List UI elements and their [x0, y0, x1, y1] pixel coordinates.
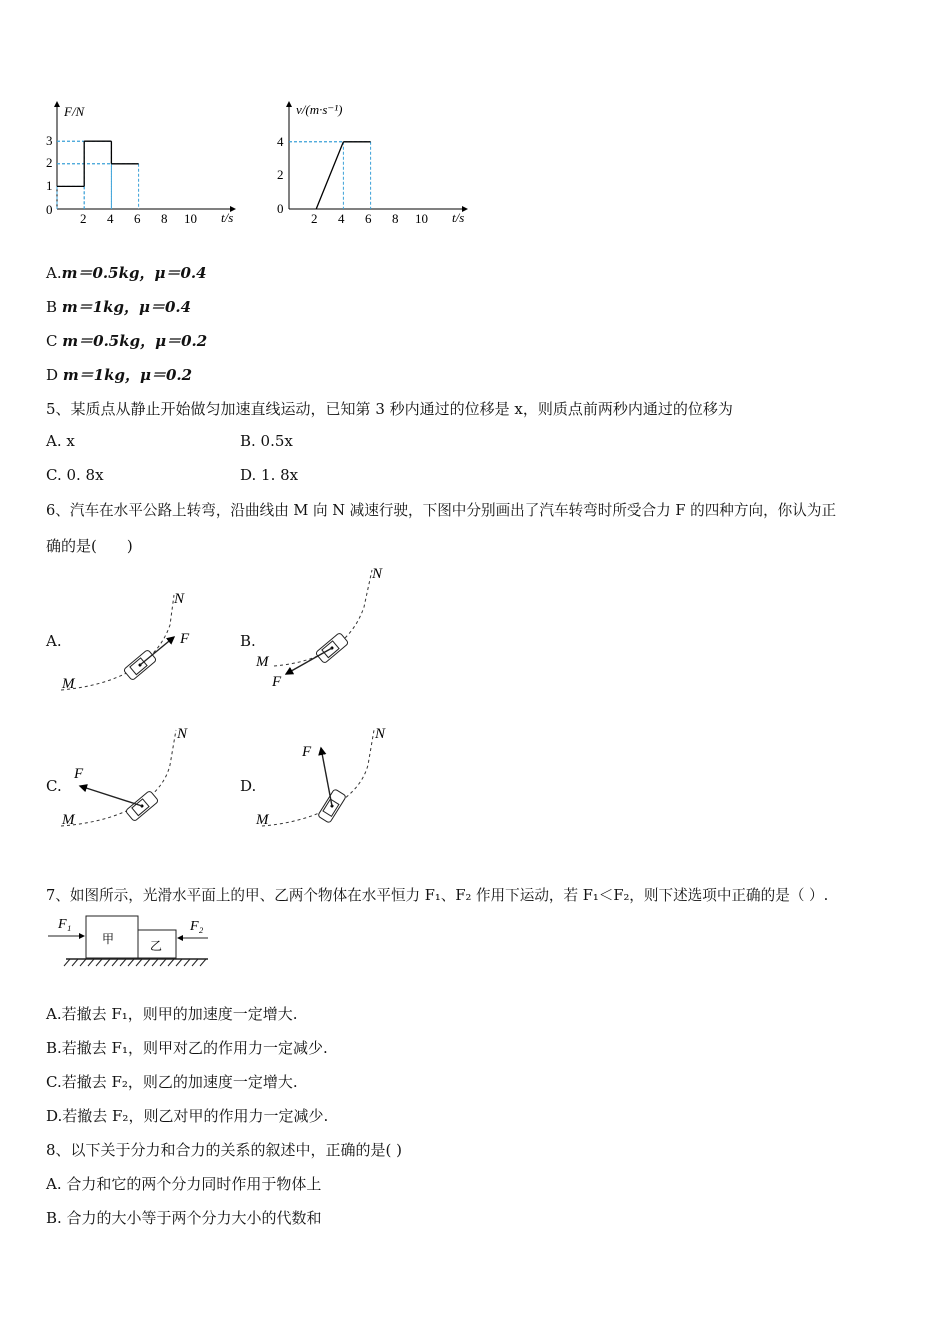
- q4-option-a: A.m＝0.5kg，μ＝0.4: [46, 264, 207, 282]
- label-m: M: [62, 812, 75, 828]
- label-f: F: [180, 631, 190, 647]
- q7-stem: 7、如图所示，光滑水平面上的甲、乙两个物体在水平恒力 F₁、F₂ 作用下运动，若 F₁＜F₂，则下述选项中正确的是（ ）.: [46, 887, 829, 904]
- f-ytick-2: 2: [46, 155, 53, 170]
- q6-label-a: A.: [46, 632, 62, 650]
- q5-option-c: C. 0. 8x: [46, 466, 104, 484]
- f-xtick-8: 8: [161, 211, 168, 226]
- car-diagram-a: [56, 585, 206, 695]
- v-xtick-8: 8: [392, 211, 399, 226]
- blocks-diagram: [44, 908, 214, 970]
- v-graph-plot: [289, 142, 371, 209]
- f-xtick-4: 4: [107, 211, 114, 226]
- f-ytick-0: 0: [46, 202, 53, 217]
- q5-option-d: D. 1. 8x: [240, 466, 299, 484]
- q7-option-c: C.若撤去 F₂，则乙的加速度一定增大.: [46, 1073, 298, 1091]
- block-jia-label: 甲: [102, 932, 115, 946]
- q5-option-a: A. x: [46, 432, 75, 450]
- f-axis-label: F/N: [64, 104, 85, 119]
- q4-option-c: C m＝0.5kg，μ＝0.2: [46, 332, 208, 350]
- label-m: M: [256, 812, 269, 828]
- q5-stem: 5、某质点从静止开始做匀加速直线运动，已知第 3 秒内通过的位移是 x，则质点前两秒内通过的位移为: [46, 400, 733, 418]
- f-xaxis-label: t/s: [221, 210, 234, 225]
- label-n: N: [372, 566, 383, 582]
- velocity-time-graph: [270, 96, 480, 231]
- v-ytick-0: 0: [277, 201, 284, 216]
- v-xtick-6: 6: [365, 211, 372, 226]
- label-n: N: [174, 591, 185, 607]
- v-xtick-10: 10: [415, 211, 428, 226]
- series-segment: [316, 142, 343, 209]
- car-diagram-b: [252, 562, 402, 692]
- f1-label: F₁: [58, 917, 72, 932]
- f2-label: F₂: [190, 919, 204, 934]
- v-ytick-4: 4: [277, 134, 284, 149]
- car-diagram-c: [56, 720, 206, 830]
- v-axis-label: v/(m·s⁻¹): [296, 102, 343, 117]
- f-ytick-1: 1: [46, 178, 53, 193]
- q4-option-d: D m＝1kg，μ＝0.2: [46, 366, 193, 384]
- q8-stem: 8、以下关于分力和合力的关系的叙述中，正确的是( ): [46, 1141, 403, 1159]
- q7-option-b: B.若撤去 F₁，则甲对乙的作用力一定减少.: [46, 1039, 328, 1057]
- force-time-graph: [40, 96, 250, 231]
- label-f: F: [302, 744, 312, 760]
- label-f: F: [272, 674, 282, 690]
- q6-stem-line1: 6、汽车在水平公路上转弯，沿曲线由 M 向 N 减速行驶，下图中分别画出了汽车转弯时所受合力 F 的四种方向，你认为正: [46, 502, 837, 519]
- label-n: N: [177, 726, 188, 742]
- label-f: F: [74, 766, 84, 782]
- v-xtick-2: 2: [311, 211, 318, 226]
- v-xaxis-label: t/s: [452, 210, 465, 225]
- f-xtick-2: 2: [80, 211, 87, 226]
- q7-option-d: D.若撤去 F₂，则乙对甲的作用力一定减少.: [46, 1107, 329, 1125]
- label-m: M: [256, 654, 269, 670]
- q6-stem-line2: 确的是( ): [46, 537, 133, 555]
- q8-option-a: A. 合力和它的两个分力同时作用于物体上: [46, 1175, 322, 1193]
- q8-option-b: B. 合力的大小等于两个分力大小的代数和: [46, 1209, 322, 1227]
- q6-label-c: C.: [46, 777, 62, 795]
- f-xtick-6: 6: [134, 211, 141, 226]
- q5-option-b: B. 0.5x: [240, 432, 293, 450]
- f-graph-plot: [57, 141, 139, 209]
- q6-label-d: D.: [240, 777, 257, 795]
- f-ytick-3: 3: [46, 133, 53, 148]
- car-diagram-d: [252, 720, 402, 830]
- q4-option-b: B m＝1kg，μ＝0.4: [46, 298, 192, 316]
- f-xtick-10: 10: [184, 211, 197, 226]
- q7-option-a: A.若撤去 F₁，则甲的加速度一定增大.: [46, 1005, 298, 1023]
- block-yi-label: 乙: [150, 939, 163, 953]
- v-ytick-2: 2: [277, 167, 284, 182]
- q6-label-b: B.: [240, 632, 256, 650]
- label-n: N: [375, 726, 386, 742]
- label-m: M: [62, 676, 75, 692]
- v-xtick-4: 4: [338, 211, 345, 226]
